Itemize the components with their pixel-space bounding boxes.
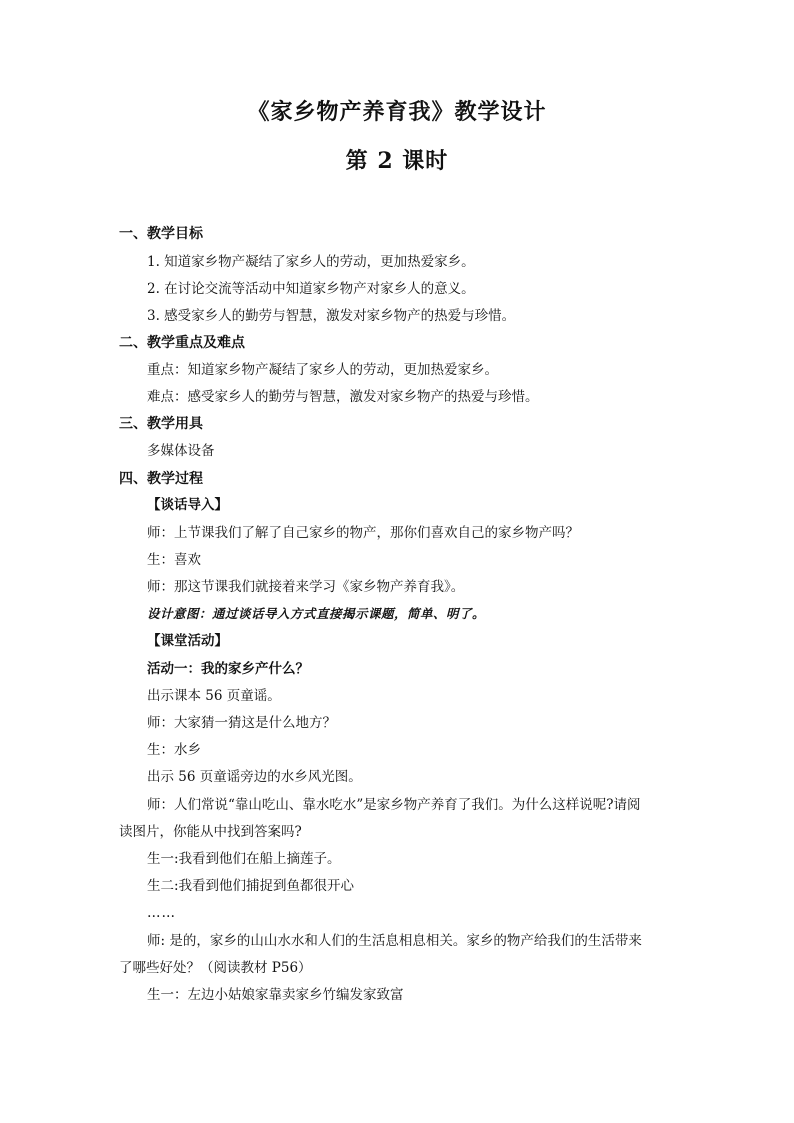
paragraph-line: 师：人们常说“靠山吃山、靠水吃水”是家乡物产养育了我们。为什么这样说呢?请阅	[147, 797, 641, 813]
answer-line: 生二:我看到他们捕捉到鱼都很开心	[147, 878, 355, 894]
answer-line: 生一:我看到他们在船上摘莲子。	[147, 851, 341, 867]
activity-title: 活动一：我的家乡产什么？	[147, 661, 309, 677]
key-point-item: 难点：感受家乡人的勤劳与智慧，激发对家乡物产的热爱与珍惜。	[147, 389, 539, 405]
activity-line: 出示 56 页童谣旁边的水乡风光图。	[147, 769, 362, 785]
ellipsis: ……	[147, 905, 176, 921]
objective-item: 3. 感受家乡人的勤劳与智慧，激发对家乡物产的热爱与珍惜。	[147, 308, 516, 324]
paragraph-line: 读图片，你能从中找到答案吗?	[119, 824, 302, 840]
section-heading-objectives: 一、教学目标	[119, 226, 203, 242]
paragraph-line: 了哪些好处？（阅读教材 P56）	[119, 960, 312, 976]
objective-item: 1. 知道家乡物产凝结了家乡人的劳动，更加热爱家乡。	[147, 254, 475, 270]
dialogue-line: 师：那这节课我们就接着来学习《家乡物产养育我》。	[147, 579, 465, 595]
lesson-number: 第 2 课时	[345, 148, 449, 174]
section-heading-key-points: 二、教学重点及难点	[119, 335, 245, 351]
section-heading-process: 四、教学过程	[119, 471, 203, 487]
design-note: 设计意图：通过谈话导入方式直接揭示课题，简单、明了。	[147, 606, 486, 621]
activity-line: 师：大家猜一猜这是什么地方？	[147, 715, 336, 731]
material-item: 多媒体设备	[147, 443, 215, 459]
activity-line: 出示课本 56 页童谣。	[147, 688, 281, 704]
section-heading-materials: 三、教学用具	[119, 416, 203, 432]
answer-line: 生一：左边小姑娘家靠卖家乡竹编发家致富	[147, 987, 404, 1003]
document-title: 《家乡物产养育我》教学设计	[247, 99, 547, 125]
activity-heading: 【课堂活动】	[147, 633, 228, 649]
key-point-item: 重点：知道家乡物产凝结了家乡人的劳动，更加热爱家乡。	[147, 362, 498, 378]
dialogue-line: 生：喜欢	[147, 552, 201, 568]
objective-item: 2. 在讨论交流等活动中知道家乡物产对家乡人的意义。	[147, 281, 475, 297]
dialogue-line: 师：上节课我们了解了自己家乡的物产，那你们喜欢自己的家乡物产吗？	[147, 525, 579, 541]
paragraph-line: 师: 是的，家乡的山山水水和人们的生活息相息相关。家乡的物产给我们的生活带来	[147, 933, 642, 949]
intro-heading: 【谈话导入】	[147, 497, 228, 513]
activity-line: 生：水乡	[147, 742, 201, 758]
